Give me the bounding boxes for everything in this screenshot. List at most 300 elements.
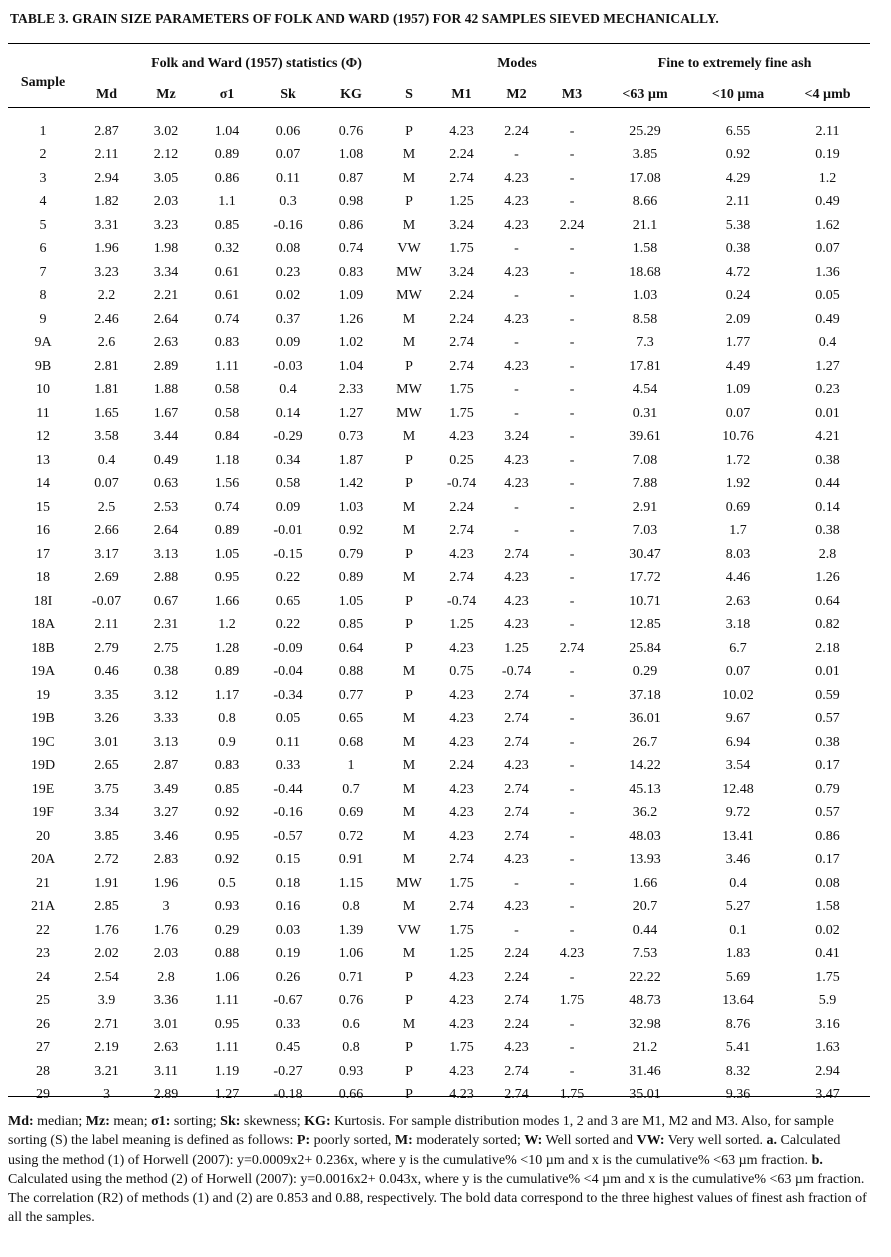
table-row [8,261,870,285]
cell-sorting: 0.85 [214,217,240,233]
cell-m2: - [514,335,519,351]
cell-mz: 2.03 [153,194,179,210]
table-row [8,966,870,990]
cell-kurtosis: 1.27 [338,405,364,421]
cell-skewness: -0.18 [273,1087,303,1103]
cell-sample: 21 [36,875,50,891]
table-row [8,167,870,191]
cell-md: 2.5 [97,499,116,515]
cell-kurtosis: 0.85 [338,617,364,633]
cell-m2: 4.23 [504,899,529,915]
cell-md: 0.07 [94,476,119,492]
cell-kurtosis: 0.88 [338,664,364,680]
footnote-term: M: [394,1133,413,1149]
cell-sorting-class: VW [397,241,421,257]
cell-md: 2.02 [94,946,119,962]
cell-skewness: 0.65 [275,593,301,609]
cell-mz: 2.21 [153,288,179,304]
cell-m2: 2.74 [504,546,529,562]
cell-m3: - [569,123,575,139]
cell-sorting: 0.89 [214,523,240,539]
cell-skewness: 0.45 [275,1040,301,1056]
cell-m2: 2.74 [504,828,529,844]
cell-mz: 3.34 [153,264,179,280]
table-row [8,684,870,708]
cell-m1: 2.74 [449,170,474,186]
header-skewness: Sk [280,86,296,102]
cell-skewness: 0.18 [275,875,301,891]
cell-m1: 2.24 [449,147,474,163]
cell-md: 2.79 [94,640,119,656]
cell-sample: 18 [36,570,50,586]
cell-m1: 2.74 [449,899,474,915]
cell-sorting-class: MW [396,288,422,304]
cell-mz: 3.46 [153,828,179,844]
cell-mz: 1.88 [153,382,179,398]
cell-sample: 7 [39,264,47,280]
table-row [8,614,870,638]
header-lt10: <10 µma [711,86,765,102]
cell-m3: - [569,476,575,492]
cell-sample: 2 [39,147,47,163]
cell-m1: 0.25 [449,452,474,468]
cell-sorting-class: M [402,828,416,844]
cell-sorting-class: M [402,217,416,233]
cell-lt63: 45.13 [629,781,661,797]
cell-lt10: 5.38 [725,217,751,233]
cell-sorting: 0.89 [214,147,240,163]
table-row [8,825,870,849]
cell-sorting-class: P [405,194,413,210]
table-footnote [8,1112,874,1228]
table-row [8,661,870,685]
cell-lt10: 0.07 [725,405,751,421]
cell-sample: 18A [30,617,56,633]
cell-mz: 0.63 [153,476,179,492]
cell-mz: 2.64 [153,311,179,327]
cell-lt4: 2.8 [818,546,837,562]
cell-sorting-class: M [402,805,416,821]
cell-m3: - [569,781,575,797]
cell-m1: 2.24 [449,499,474,515]
cell-md: 2.2 [97,288,116,304]
cell-skewness: -0.34 [273,687,303,703]
cell-m1: 1.75 [449,875,474,891]
footnote-text: poorly sorted, [310,1133,395,1149]
cell-lt63: 36.2 [632,805,658,821]
cell-sorting-class: M [402,311,416,327]
cell-lt10: 9.72 [725,805,751,821]
cell-sample: 28 [36,1063,50,1079]
cell-lt63: 3.85 [632,147,658,163]
cell-md: -0.07 [91,593,122,609]
cell-lt63: 17.81 [629,358,661,374]
cell-lt4: 0.38 [815,734,840,750]
cell-m3: - [569,194,575,210]
cell-m2: 4.23 [504,758,529,774]
cell-lt63: 36.01 [629,711,661,727]
cell-lt63: 1.58 [632,241,658,257]
cell-m1: 4.23 [449,1016,474,1032]
cell-m3: - [569,711,575,727]
cell-md: 3.9 [97,993,116,1009]
cell-sample: 6 [39,241,47,257]
cell-m1: 4.23 [449,969,474,985]
cell-sorting: 0.93 [214,899,240,915]
cell-sorting: 1.18 [214,452,240,468]
cell-lt10: 2.63 [725,593,751,609]
cell-lt4: 0.05 [815,288,840,304]
cell-lt63: 7.88 [632,476,658,492]
cell-mz: 1.96 [153,875,179,891]
cell-lt4: 2.94 [815,1063,840,1079]
cell-sample: 10 [36,382,50,398]
cell-m3: 2.24 [559,217,585,233]
header-group-modes: Modes [497,56,537,71]
cell-kurtosis: 0.72 [338,828,364,844]
cell-sorting: 0.74 [214,311,240,327]
cell-kurtosis: 1.26 [338,311,364,327]
cell-lt4: 0.02 [815,922,840,938]
cell-lt10: 4.72 [725,264,751,280]
cell-kurtosis: 0.73 [338,429,364,445]
cell-lt10: 10.02 [722,687,754,703]
cell-mz: 0.49 [153,452,179,468]
cell-m1: 4.23 [449,687,474,703]
cell-skewness: 0.06 [275,123,301,139]
cell-lt4: 0.79 [815,781,840,797]
cell-sorting-class: M [402,499,416,515]
cell-m3: - [569,1016,575,1032]
cell-kurtosis: 0.64 [338,640,364,656]
cell-md: 3.75 [94,781,119,797]
cell-m3: - [569,922,575,938]
cell-m3: - [569,288,575,304]
cell-lt63: 13.93 [629,852,661,868]
cell-kurtosis: 1.05 [338,593,364,609]
cell-md: 2.69 [94,570,119,586]
cell-kurtosis: 0.87 [338,170,364,186]
cell-sample: 14 [36,476,50,492]
cell-kurtosis: 1 [347,758,355,774]
cell-lt63: 7.03 [632,523,658,539]
footnote-text: mean; [109,1114,152,1129]
cell-sorting: 1.05 [214,546,240,562]
cell-m1: 2.74 [449,358,474,374]
cell-sample: 26 [36,1016,50,1032]
cell-sorting-class: MW [396,875,422,891]
cell-sorting: 1.11 [215,993,239,1009]
cell-lt4: 2.11 [815,123,840,139]
cell-m1: 4.23 [449,734,474,750]
cell-lt4: 2.18 [815,640,840,656]
cell-lt4: 1.75 [815,969,840,985]
cell-lt4: 1.26 [815,570,840,586]
cell-lt4: 0.01 [815,405,840,421]
cell-m3: - [569,1040,575,1056]
footnote-text: Very well sorted. [664,1133,767,1149]
cell-lt10: 0.92 [725,147,751,163]
cell-lt4: 0.49 [815,194,840,210]
footnote-text: Kurtosis. For sample distribution modes 1, 2 and 3 are M1, M2 and M3. Also, for sample sorting (S) the label meaning is defined as follows: [8,1114,834,1149]
cell-m1: 4.23 [449,429,474,445]
cell-sample: 19C [31,734,55,750]
cell-sorting: 0.58 [214,405,240,421]
cell-sample: 19B [31,711,55,727]
cell-lt10: 3.18 [725,617,751,633]
cell-lt10: 6.7 [729,640,747,656]
cell-skewness: -0.57 [273,828,303,844]
cell-kurtosis: 1.06 [338,946,364,962]
cell-lt63: 25.84 [629,640,661,656]
cell-sorting: 1.28 [214,640,240,656]
cell-m2: -0.74 [501,664,532,680]
cell-mz: 2.8 [157,969,175,985]
footnote-text: Calculated using the method (1) of Horwell (2007): y=0.0009x2+ 0.236x, where y is the cumulative% <10 µm and x is the cumulative% <63 µm fraction. [8,1133,841,1168]
cell-lt4: 0.07 [815,241,840,257]
cell-skewness: 0.09 [275,499,301,515]
cell-skewness: -0.16 [273,217,303,233]
cell-m3: - [569,758,575,774]
cell-lt10: 1.77 [725,335,751,351]
cell-mz: 2.31 [153,617,179,633]
cell-m2: 2.74 [504,993,529,1009]
cell-skewness: 0.37 [275,311,301,327]
cell-md: 3.26 [94,711,119,727]
cell-sample: 19F [32,805,54,821]
cell-sorting: 0.58 [214,382,240,398]
cell-md: 3.17 [94,546,119,562]
cell-lt63: 21.2 [632,1040,658,1056]
cell-kurtosis: 0.8 [342,1040,360,1056]
cell-lt63: 7.08 [632,452,658,468]
cell-m3: - [569,969,575,985]
cell-md: 3 [103,1087,110,1103]
cell-skewness: 0.19 [275,946,301,962]
cell-lt10: 1.09 [725,382,751,398]
cell-sorting-class: P [405,593,413,609]
cell-m1: 0.75 [449,664,474,680]
cell-skewness: 0.26 [275,969,301,985]
cell-skewness: 0.11 [276,734,300,750]
cell-m1: 4.23 [449,805,474,821]
cell-m2: - [514,288,519,304]
cell-kurtosis: 0.8 [342,899,360,915]
cell-sorting: 1.17 [214,687,240,703]
cell-lt4: 0.64 [815,593,840,609]
footnote-term: σ1: [151,1114,171,1129]
cell-md: 3.85 [94,828,119,844]
cell-mz: 2.87 [153,758,179,774]
table-row [8,496,870,520]
cell-sorting: 1.1 [218,194,236,210]
cell-m2: - [514,405,519,421]
cell-md: 2.81 [94,358,119,374]
cell-lt4: 1.36 [815,264,840,280]
cell-kurtosis: 1.02 [338,335,364,351]
cell-sample: 15 [36,499,50,515]
footnote-term: Sk: [220,1114,241,1129]
header-mz: Mz [156,86,176,102]
cell-sorting-class: M [402,523,416,539]
cell-lt10: 9.67 [725,711,751,727]
cell-m3: - [569,452,575,468]
table-row [8,802,870,826]
cell-lt10: 5.69 [725,969,751,985]
cell-lt63: 12.85 [629,617,661,633]
table-row [8,1013,870,1037]
cell-kurtosis: 0.76 [338,993,364,1009]
cell-sorting-class: P [405,1063,413,1079]
table-row [8,708,870,732]
cell-sorting: 0.89 [214,664,240,680]
cell-lt63: 0.44 [632,922,658,938]
cell-sample: 20A [30,852,56,868]
table-row [8,332,870,356]
footnote-term: Md: [8,1114,34,1129]
cell-lt63: 32.98 [629,1016,661,1032]
cell-m3: - [569,852,575,868]
cell-m2: 2.74 [504,781,529,797]
cell-lt63: 1.03 [632,288,658,304]
cell-sorting-class: M [402,570,416,586]
header-sorting-class: S [405,86,413,102]
cell-sorting-class: P [405,993,413,1009]
top-rule [8,43,870,44]
cell-mz: 3.13 [153,546,179,562]
cell-lt10: 0.07 [725,664,751,680]
cell-m2: 2.74 [504,711,529,727]
cell-m2: 4.23 [504,852,529,868]
cell-md: 2.85 [94,899,119,915]
cell-lt10: 2.09 [725,311,751,327]
cell-m2: 4.23 [504,311,529,327]
cell-kurtosis: 0.68 [338,734,364,750]
cell-kurtosis: 0.74 [338,241,364,257]
header-m3: M3 [561,86,583,102]
cell-m3: 2.74 [559,640,585,656]
cell-kurtosis: 1.09 [338,288,364,304]
cell-m1: -0.74 [446,593,477,609]
cell-lt4: 1.27 [815,358,840,374]
cell-kurtosis: 0.83 [338,264,364,280]
cell-sample: 11 [36,405,50,421]
cell-kurtosis: 0.86 [338,217,364,233]
cell-m1: 4.23 [449,1063,474,1079]
cell-m1: 1.25 [449,617,474,633]
footnote-term: a. [766,1133,777,1149]
cell-lt4: 0.82 [815,617,840,633]
cell-md: 2.54 [94,969,119,985]
cell-skewness: 0.14 [275,405,301,421]
cell-sample: 18I [33,593,53,609]
cell-sample: 20 [36,828,50,844]
cell-sample: 3 [39,170,47,186]
header-lt4: <4 µmb [804,86,851,102]
cell-lt10: 6.94 [725,734,751,750]
cell-sorting: 0.8 [218,711,236,727]
cell-lt63: 20.7 [632,899,658,915]
cell-m3: - [569,875,575,891]
cell-lt10: 10.76 [722,429,754,445]
cell-m3: - [569,264,575,280]
header-lt63: <63 µm [622,86,668,102]
cell-lt4: 0.44 [815,476,840,492]
cell-sorting: 1.06 [214,969,240,985]
cell-sample: 16 [36,523,50,539]
cell-m3: - [569,358,575,374]
cell-kurtosis: 0.6 [342,1016,360,1032]
cell-mz: 2.88 [153,570,179,586]
cell-lt10: 13.64 [722,993,754,1009]
cell-sample: 1 [39,123,47,139]
header-md: Md [96,86,117,102]
cell-skewness: 0.08 [275,241,301,257]
cell-m3: - [569,382,575,398]
cell-md: 2.11 [94,147,119,163]
cell-lt10: 4.49 [725,358,751,374]
table-row [8,1060,870,1084]
cell-lt4: 4.21 [815,429,840,445]
cell-sorting-class: P [405,1087,413,1103]
cell-md: 3.01 [94,734,119,750]
header-row-columns [8,80,870,109]
table-row [8,191,870,215]
cell-md: 3.23 [94,264,119,280]
cell-m1: 4.23 [449,711,474,727]
cell-sorting: 0.85 [214,781,240,797]
cell-skewness: -0.44 [273,781,303,797]
cell-m2: 4.23 [504,593,529,609]
cell-skewness: 0.02 [275,288,301,304]
table-row [8,355,870,379]
cell-lt10: 0.4 [729,875,747,891]
table-row [8,449,870,473]
cell-sorting: 1.27 [214,1087,240,1103]
cell-sample: 9B [34,358,52,374]
cell-mz: 3.36 [153,993,179,1009]
table-row [8,214,870,238]
table-row [8,1037,870,1061]
cell-m1: 1.75 [449,1040,474,1056]
cell-skewness: 0.15 [275,852,301,868]
cell-m3: - [569,335,575,351]
cell-m1: 2.24 [449,288,474,304]
cell-sample: 13 [36,452,50,468]
cell-md: 1.91 [94,875,119,891]
cell-sorting-class: P [405,1040,413,1056]
cell-sorting-class: M [402,147,416,163]
table-row [8,637,870,661]
cell-mz: 2.53 [153,499,179,515]
cell-sample: 18B [31,640,55,656]
cell-mz: 3.33 [153,711,179,727]
table-row [8,778,870,802]
footnote-term: b. [811,1152,823,1168]
footnote-text: moderately sorted; [412,1133,525,1149]
table-row [8,567,870,591]
cell-mz: 3.13 [153,734,179,750]
cell-sorting: 0.9 [218,734,236,750]
table-row [8,872,870,896]
cell-m2: 3.24 [504,429,529,445]
table-row [8,238,870,262]
cell-lt63: 0.29 [632,664,658,680]
table-row [8,731,870,755]
cell-m2: 4.23 [504,264,529,280]
cell-m2: 2.74 [504,734,529,750]
cell-kurtosis: 0.93 [338,1063,364,1079]
